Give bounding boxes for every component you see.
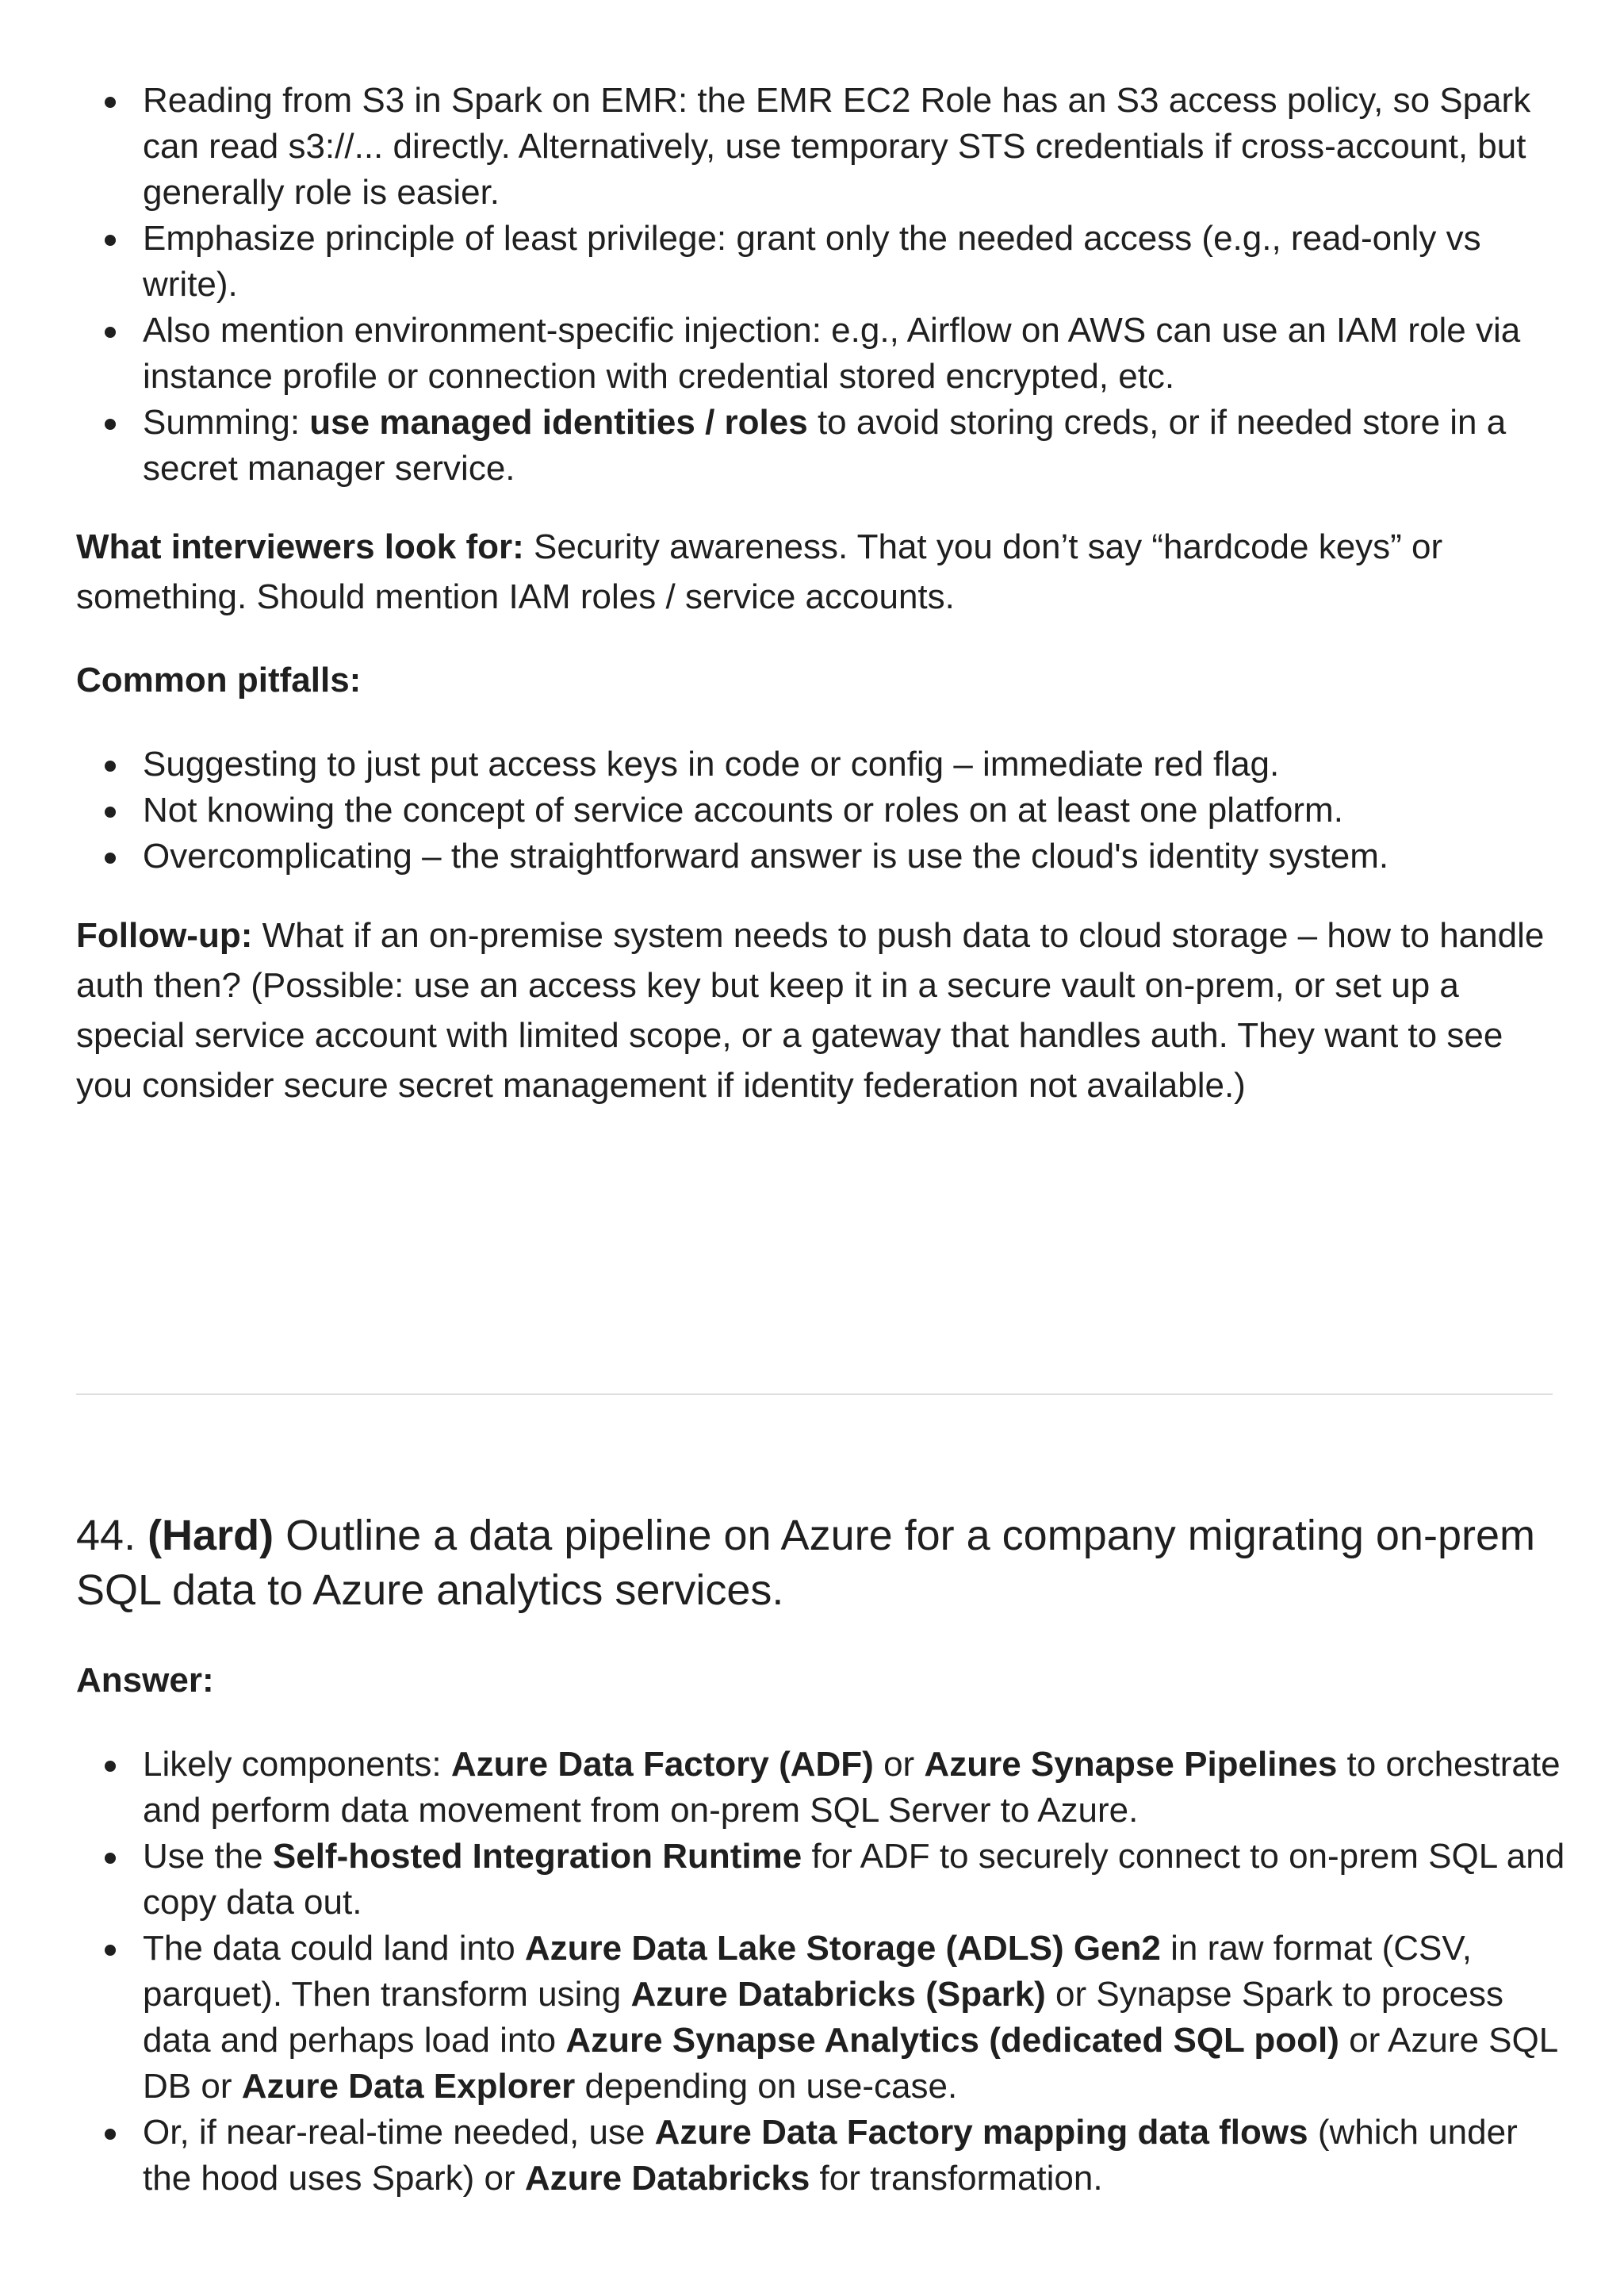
answer-heading: Answer: bbox=[76, 1661, 214, 1700]
list-item: The data could land into Azure Data Lake Storage (ADLS) Gen2 in raw format (CSV, parquet). Then transform using Azure Databricks (Spark) or Synapse Spark to process data and perhaps load into Azure Synapse Analytics (dedicated SQL pool) or Azure SQL DB or Azure Data Explorer depending on use-case. bbox=[76, 1926, 1567, 2110]
section-divider bbox=[76, 1393, 1553, 1395]
question-title: 44. (Hard) Outline a data pipeline on Azure for a company migrating on-prem SQL data to Azure analytics services. bbox=[76, 1512, 1535, 1614]
list-item: Summing: use managed identities / roles to avoid storing creds, or if needed store in a secret manager service. bbox=[76, 400, 1567, 492]
list-item: Emphasize principle of least privilege: grant only the needed access (e.g., read-only vs write). bbox=[76, 216, 1567, 308]
answer-list bbox=[76, 1742, 1567, 2202]
pitfalls-heading: Common pitfalls: bbox=[76, 661, 362, 700]
interviewers-paragraph: What interviewers look for: Security awareness. That you don’t say “hardcode keys” or something. Should mention IAM roles / service accounts. bbox=[76, 527, 1443, 616]
list-item: Use the Self-hosted Integration Runtime for ADF to securely connect to on-prem SQL and copy data out. bbox=[76, 1834, 1567, 1926]
top-bullet-list bbox=[76, 78, 1567, 492]
followup-paragraph: Follow-up: What if an on-premise system needs to push data to cloud storage – how to handle auth then? (Possible: use an access key but keep it in a secure vault on-prem, or set up a special service account with limited scope, or a gateway that handles auth. They want to see you consider secure secret management if identity federation not available.) bbox=[76, 916, 1545, 1105]
list-item: Reading from S3 in Spark on EMR: the EMR EC2 Role has an S3 access policy, so Spark can read s3://... directly. Alternatively, use temporary STS credentials if cross-account, but generally role is easier. bbox=[76, 78, 1567, 216]
list-item: Suggesting to just put access keys in code or config – immediate red flag. bbox=[76, 742, 1567, 788]
list-item: Likely components: Azure Data Factory (ADF) or Azure Synapse Pipelines to orchestrate and perform data movement from on-prem SQL Server to Azure. bbox=[76, 1742, 1567, 1834]
difficulty-label: (Hard) bbox=[147, 1512, 274, 1559]
followup-label: Follow-up: bbox=[76, 916, 253, 955]
list-item: Overcomplicating – the straightforward answer is use the cloud's identity system. bbox=[76, 834, 1567, 880]
list-item: Or, if near-real-time needed, use Azure Data Factory mapping data flows (which under the hood uses Spark) or Azure Databricks for transformation. bbox=[76, 2110, 1567, 2202]
list-item: Not knowing the concept of service accounts or roles on at least one platform. bbox=[76, 788, 1567, 834]
list-item: Also mention environment-specific injection: e.g., Airflow on AWS can use an IAM role via instance profile or connection with credential stored encrypted, etc. bbox=[76, 308, 1567, 400]
pitfalls-list bbox=[76, 742, 1567, 880]
interviewers-label: What interviewers look for: bbox=[76, 527, 524, 566]
